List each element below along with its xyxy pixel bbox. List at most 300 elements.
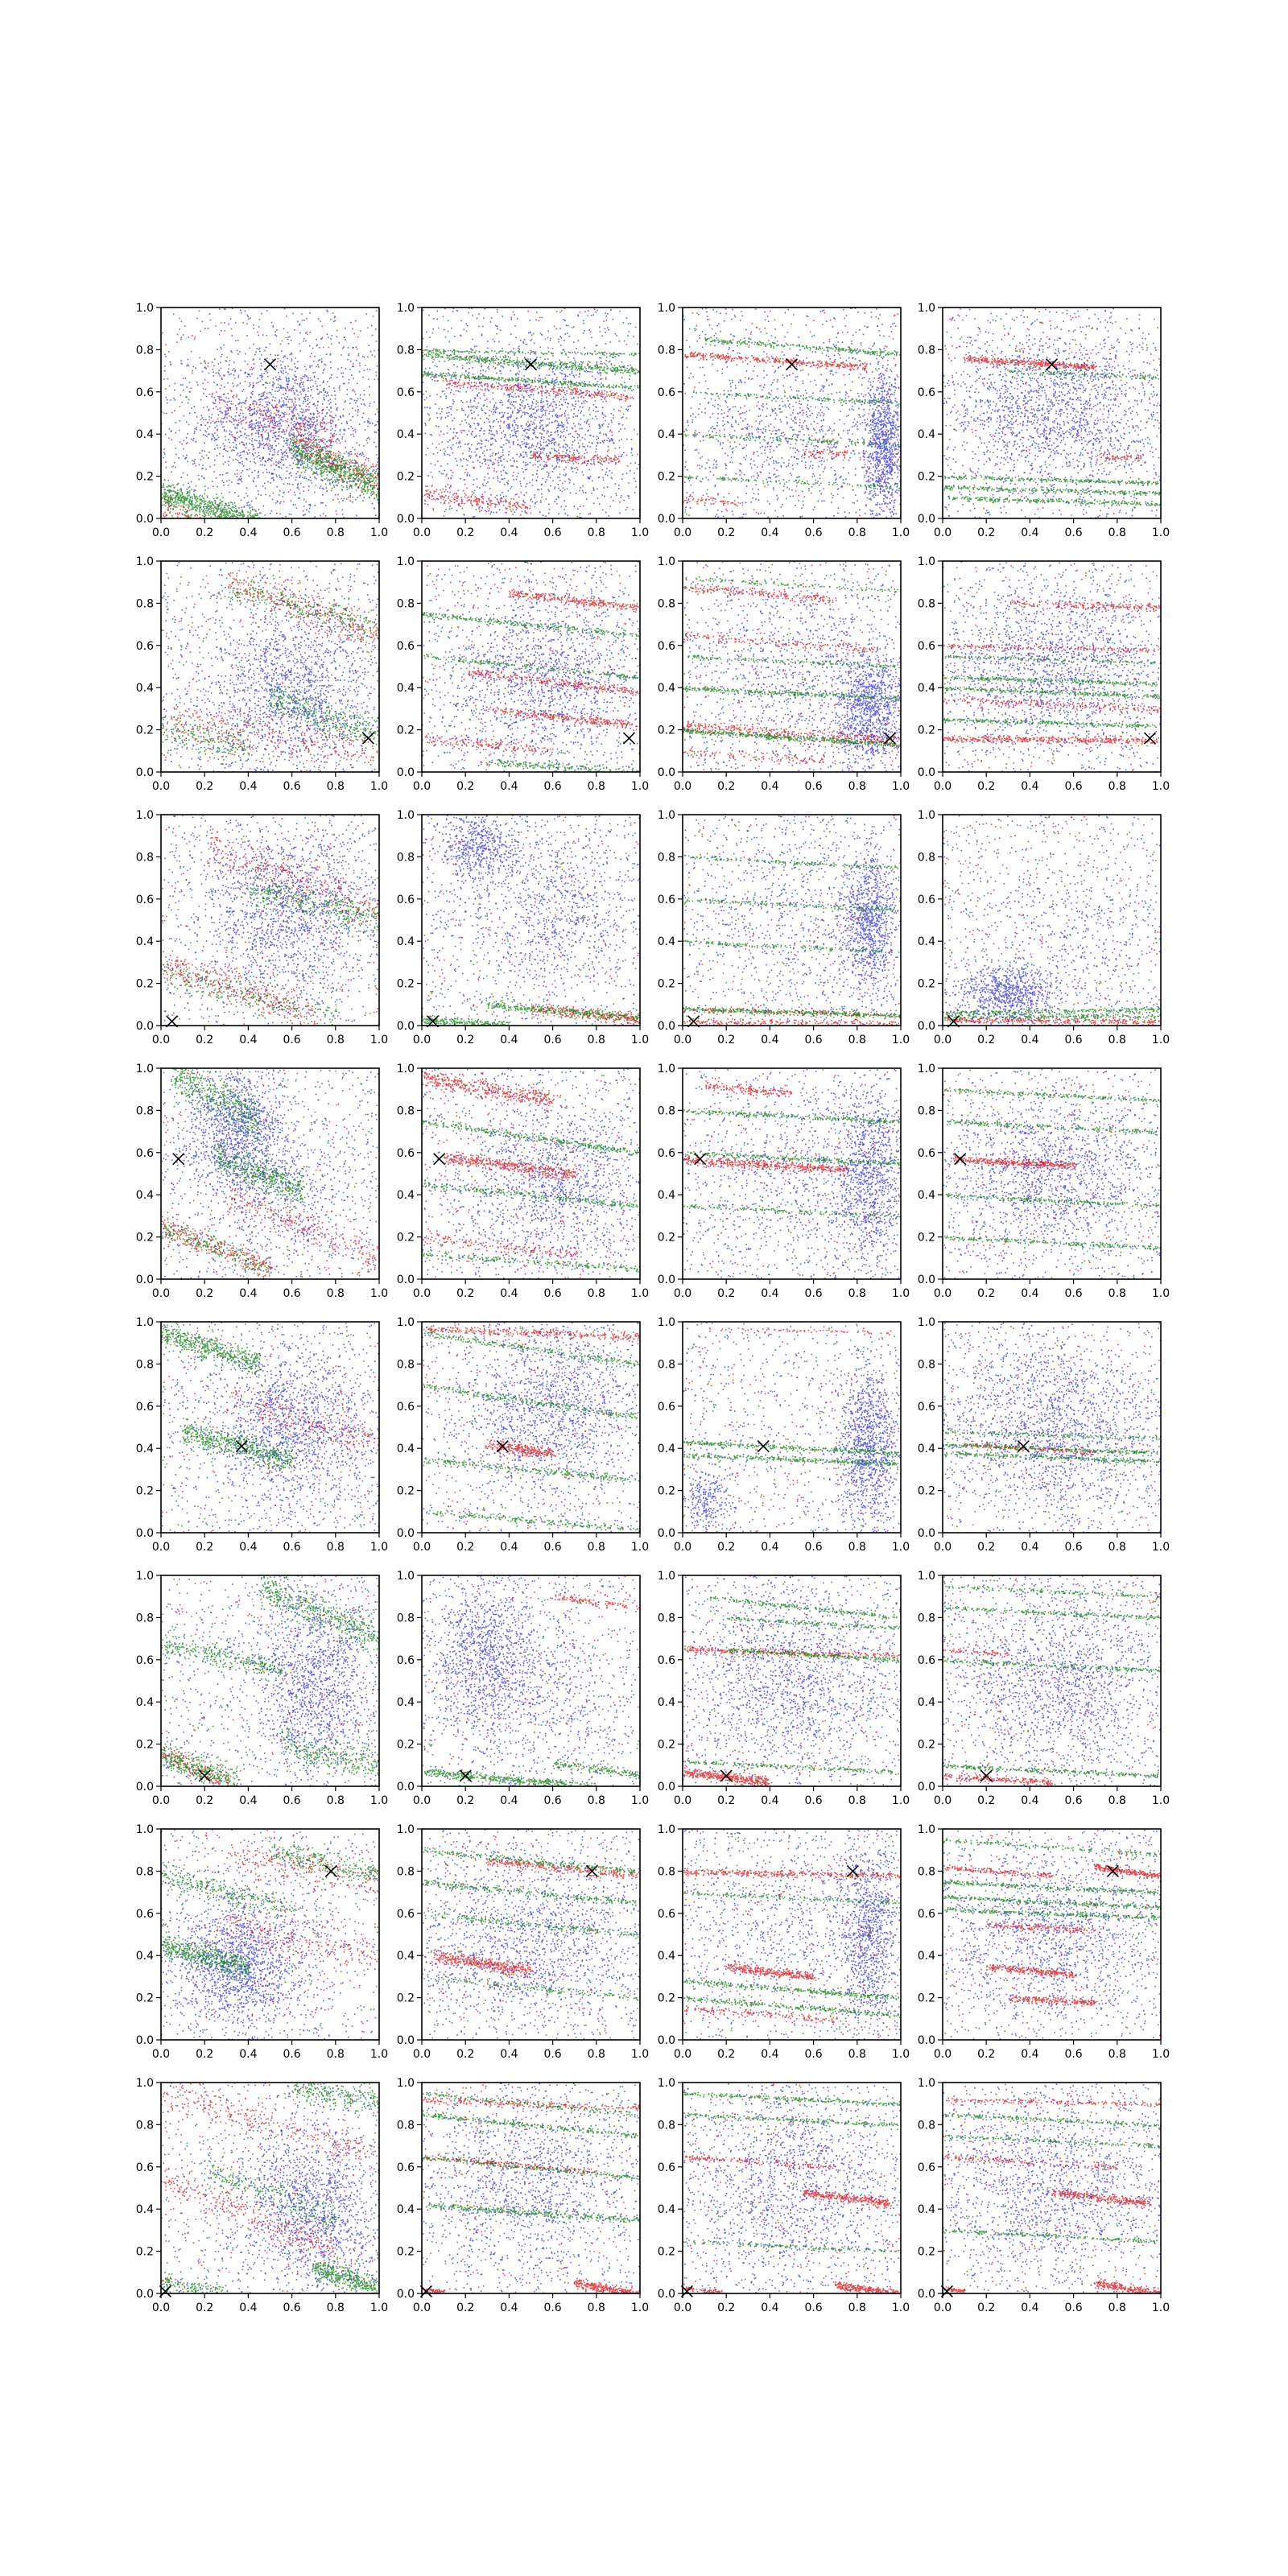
scatter-points bbox=[943, 1323, 1162, 1534]
y-tick-label: 0.4 bbox=[396, 1950, 415, 1963]
y-tick-label: 0.8 bbox=[917, 1612, 935, 1625]
y-tick-label: 0.0 bbox=[135, 1781, 154, 1794]
y-tick-label: 1.0 bbox=[657, 555, 675, 568]
scatter-panel bbox=[397, 809, 649, 1046]
x-tick-label: 0.2 bbox=[717, 2301, 736, 2314]
y-tick-label: 0.2 bbox=[135, 977, 154, 991]
y-tick-label: 0.8 bbox=[657, 851, 675, 865]
green-series-points bbox=[422, 2083, 641, 2294]
y-tick-label: 0.8 bbox=[396, 2119, 415, 2132]
x-tick-label: 0.0 bbox=[673, 2048, 692, 2061]
x-tick-label: 0.2 bbox=[196, 1794, 214, 1807]
x-tick-label: 0.0 bbox=[151, 1541, 171, 1554]
red-series-points bbox=[422, 1071, 640, 1279]
axes-frame bbox=[422, 1068, 640, 1279]
y-tick-label: 0.8 bbox=[135, 344, 154, 357]
x-tick-label: 0.0 bbox=[933, 1794, 952, 1807]
y-tick-label: 1.0 bbox=[657, 1570, 675, 1583]
x-tick-label: 0.8 bbox=[1108, 780, 1126, 793]
scatter-panel bbox=[918, 2077, 1170, 2314]
y-tick-label: 1.0 bbox=[135, 809, 154, 822]
x-tick-label: 1.0 bbox=[630, 1794, 650, 1807]
y-tick-label: 1.0 bbox=[396, 1570, 415, 1583]
y-tick-label: 0.6 bbox=[657, 893, 675, 906]
scatter-panel bbox=[136, 2077, 388, 2314]
blue-series-points bbox=[422, 1829, 641, 2041]
blue-series-points bbox=[683, 815, 902, 1027]
x-tick-label: 0.8 bbox=[326, 780, 345, 793]
x-tick-label: 0.4 bbox=[1021, 2301, 1039, 2314]
scatter-points bbox=[162, 815, 381, 1026]
x-tick-label: 1.0 bbox=[891, 1034, 910, 1046]
y-tick-label: 0.2 bbox=[657, 1231, 675, 1245]
blue-series-points bbox=[683, 1575, 902, 1787]
y-tick-label: 0.8 bbox=[396, 1104, 415, 1118]
x-tick-label: 0.8 bbox=[1108, 2301, 1126, 2314]
x-tick-label: 0.2 bbox=[977, 1541, 996, 1554]
scatter-points bbox=[943, 2083, 1162, 2294]
x-tick-label: 0.4 bbox=[500, 1794, 518, 1807]
x-marker bbox=[434, 1154, 445, 1165]
scatter-points bbox=[161, 1575, 380, 1788]
x-tick-label: 0.4 bbox=[1021, 1287, 1039, 1300]
y-tick-label: 0.0 bbox=[917, 1781, 935, 1794]
y-tick-label: 1.0 bbox=[396, 2077, 415, 2090]
x-tick-label: 0.8 bbox=[587, 2301, 605, 2314]
y-tick-label: 0.8 bbox=[657, 344, 675, 357]
x-tick-label: 0.6 bbox=[804, 526, 823, 539]
red-series-points bbox=[161, 1830, 380, 2041]
y-tick-label: 0.6 bbox=[657, 639, 675, 653]
x-tick-label: 0.6 bbox=[1064, 1034, 1083, 1046]
y-tick-label: 0.0 bbox=[396, 1020, 415, 1033]
x-tick-label: 0.6 bbox=[804, 1287, 823, 1300]
y-tick-label: 1.0 bbox=[396, 1823, 415, 1836]
x-tick-label: 0.2 bbox=[977, 526, 996, 539]
green-series-points bbox=[943, 2083, 1162, 2294]
blue-series-points bbox=[943, 1323, 1162, 1534]
y-tick-label: 0.2 bbox=[396, 470, 415, 484]
x-tick-label: 0.6 bbox=[543, 1794, 562, 1807]
x-tick-label: 1.0 bbox=[630, 1034, 650, 1046]
y-tick-label: 0.2 bbox=[917, 1738, 935, 1752]
y-tick-label: 0.0 bbox=[917, 2034, 935, 2047]
x-tick-label: 0.4 bbox=[761, 1794, 779, 1807]
x-tick-label: 0.4 bbox=[761, 526, 779, 539]
y-tick-label: 0.6 bbox=[396, 1653, 415, 1667]
x-tick-label: 0.4 bbox=[1021, 1794, 1039, 1807]
scatter-points bbox=[422, 1068, 642, 1281]
scatter-points bbox=[423, 1575, 642, 1788]
scatter-panel bbox=[918, 1823, 1170, 2061]
x-tick-label: 0.4 bbox=[239, 2048, 258, 2061]
y-tick-label: 0.2 bbox=[396, 2245, 415, 2259]
x-tick-label: 0.6 bbox=[543, 780, 562, 793]
y-tick-label: 0.0 bbox=[917, 1527, 935, 1540]
y-tick-label: 1.0 bbox=[657, 302, 675, 315]
green-series-points bbox=[423, 1576, 641, 1788]
scatter-points bbox=[683, 1069, 902, 1280]
y-tick-label: 0.2 bbox=[917, 977, 935, 991]
red-series-points bbox=[161, 1576, 380, 1788]
scatter-panel bbox=[658, 2077, 910, 2314]
x-tick-label: 0.2 bbox=[977, 1034, 996, 1046]
y-tick-label: 0.8 bbox=[917, 344, 935, 357]
x-tick-label: 0.8 bbox=[326, 526, 345, 539]
x-tick-label: 0.6 bbox=[543, 2048, 562, 2061]
y-tick-label: 0.2 bbox=[657, 1992, 675, 2005]
y-tick-label: 0.8 bbox=[657, 597, 675, 611]
x-tick-label: 1.0 bbox=[630, 1541, 650, 1554]
x-marker bbox=[623, 733, 634, 744]
scatter-panel bbox=[658, 302, 910, 539]
x-tick-label: 0.6 bbox=[283, 1034, 301, 1046]
y-tick-label: 1.0 bbox=[917, 302, 935, 315]
x-tick-label: 0.4 bbox=[500, 1034, 518, 1046]
blue-series-points bbox=[422, 1068, 641, 1281]
x-tick-label: 0.2 bbox=[456, 780, 475, 793]
y-tick-label: 0.8 bbox=[917, 597, 935, 611]
y-tick-label: 0.0 bbox=[657, 1274, 675, 1286]
x-tick-label: 1.0 bbox=[891, 2301, 910, 2314]
scatter-points bbox=[161, 1068, 380, 1281]
x-tick-label: 0.4 bbox=[1021, 2048, 1039, 2061]
x-tick-label: 0.4 bbox=[239, 2301, 258, 2314]
x-tick-label: 0.8 bbox=[848, 1287, 866, 1300]
green-series-points bbox=[683, 815, 902, 1026]
scatter-points bbox=[161, 1829, 380, 2041]
scatter-panel bbox=[136, 1823, 388, 2061]
x-tick-label: 0.2 bbox=[196, 2301, 214, 2314]
x-tick-label: 0.4 bbox=[500, 2301, 518, 2314]
x-tick-label: 0.2 bbox=[196, 1541, 214, 1554]
x-tick-label: 0.0 bbox=[412, 1034, 431, 1046]
x-tick-label: 0.8 bbox=[1108, 1287, 1126, 1300]
y-tick-label: 0.8 bbox=[135, 1612, 154, 1625]
y-tick-label: 0.8 bbox=[396, 344, 415, 357]
y-tick-label: 0.6 bbox=[917, 1907, 935, 1921]
scatter-points bbox=[683, 1322, 902, 1534]
y-tick-label: 1.0 bbox=[657, 809, 675, 822]
y-tick-label: 0.8 bbox=[135, 1104, 154, 1118]
y-tick-label: 1.0 bbox=[657, 1823, 675, 1836]
y-tick-label: 0.6 bbox=[917, 2161, 935, 2174]
x-tick-label: 0.8 bbox=[326, 1541, 345, 1554]
x-tick-label: 0.4 bbox=[239, 1287, 258, 1300]
y-tick-label: 0.2 bbox=[396, 977, 415, 991]
blue-series-points bbox=[423, 308, 642, 520]
y-tick-label: 0.6 bbox=[135, 893, 154, 906]
x-tick-label: 1.0 bbox=[369, 2301, 389, 2314]
x-tick-label: 0.2 bbox=[456, 2301, 475, 2314]
y-tick-label: 0.8 bbox=[396, 1612, 415, 1625]
x-tick-label: 0.0 bbox=[933, 526, 952, 539]
blue-series-points bbox=[683, 2083, 902, 2293]
y-tick-label: 0.2 bbox=[917, 1484, 935, 1498]
y-tick-label: 1.0 bbox=[135, 1316, 154, 1329]
y-tick-label: 0.2 bbox=[917, 1992, 935, 2005]
green-series-points bbox=[943, 1323, 1162, 1531]
y-tick-label: 0.0 bbox=[917, 1274, 935, 1286]
x-tick-label: 0.0 bbox=[933, 1287, 952, 1300]
y-tick-label: 0.4 bbox=[135, 1189, 154, 1203]
scatter-points bbox=[943, 308, 1162, 519]
y-tick-label: 0.8 bbox=[917, 2119, 935, 2132]
x-tick-label: 0.6 bbox=[1064, 1287, 1083, 1300]
green-series-points bbox=[162, 2083, 380, 2294]
y-tick-label: 0.0 bbox=[657, 766, 675, 779]
blue-series-points bbox=[423, 1575, 642, 1787]
x-tick-label: 0.4 bbox=[239, 526, 258, 539]
x-tick-label: 1.0 bbox=[630, 780, 650, 793]
y-tick-label: 0.0 bbox=[396, 1527, 415, 1540]
y-tick-label: 0.8 bbox=[657, 2119, 675, 2132]
scatter-points bbox=[683, 1575, 902, 1787]
y-tick-label: 0.4 bbox=[917, 1696, 935, 1710]
x-tick-label: 0.8 bbox=[587, 1794, 605, 1807]
y-tick-label: 0.6 bbox=[917, 1400, 935, 1414]
x-tick-label: 0.2 bbox=[977, 1287, 996, 1300]
y-tick-label: 0.2 bbox=[917, 1231, 935, 1245]
x-tick-label: 0.8 bbox=[587, 1541, 605, 1554]
y-tick-label: 0.0 bbox=[135, 1527, 154, 1540]
x-tick-label: 0.8 bbox=[848, 2301, 866, 2314]
x-tick-label: 1.0 bbox=[1151, 1794, 1170, 1807]
x-tick-label: 1.0 bbox=[891, 780, 910, 793]
x-tick-label: 1.0 bbox=[891, 2048, 910, 2061]
scatter-points bbox=[422, 2083, 642, 2294]
scatter-panel bbox=[136, 1570, 388, 1807]
y-tick-label: 0.0 bbox=[657, 513, 675, 526]
y-tick-label: 0.0 bbox=[917, 766, 935, 779]
x-tick-label: 1.0 bbox=[1151, 780, 1170, 793]
x-tick-label: 0.8 bbox=[1108, 526, 1126, 539]
green-series-points bbox=[943, 1830, 1162, 2037]
y-tick-label: 0.4 bbox=[917, 1443, 935, 1456]
x-tick-label: 0.2 bbox=[456, 526, 475, 539]
x-tick-label: 0.4 bbox=[761, 2048, 779, 2061]
red-series-points bbox=[161, 2083, 379, 2294]
x-tick-label: 0.4 bbox=[500, 526, 518, 539]
y-tick-label: 0.6 bbox=[135, 639, 154, 653]
y-tick-label: 0.6 bbox=[917, 1653, 935, 1667]
y-tick-label: 1.0 bbox=[917, 809, 935, 822]
x-tick-label: 0.0 bbox=[151, 526, 171, 539]
x-tick-label: 1.0 bbox=[369, 526, 389, 539]
x-tick-label: 0.2 bbox=[456, 1541, 475, 1554]
x-tick-label: 0.6 bbox=[804, 2301, 823, 2314]
x-tick-label: 1.0 bbox=[1151, 526, 1170, 539]
y-tick-label: 0.4 bbox=[396, 1443, 415, 1456]
y-tick-label: 0.4 bbox=[657, 428, 675, 442]
red-series-points bbox=[943, 1070, 1161, 1280]
x-tick-label: 0.4 bbox=[239, 1034, 258, 1046]
y-tick-label: 0.6 bbox=[657, 386, 675, 399]
x-tick-label: 0.6 bbox=[283, 526, 301, 539]
x-tick-label: 0.8 bbox=[1108, 1034, 1126, 1046]
y-tick-label: 0.4 bbox=[917, 428, 935, 442]
scatter-points bbox=[422, 815, 641, 1027]
y-tick-label: 0.0 bbox=[657, 2288, 675, 2301]
blue-series-points bbox=[422, 2083, 641, 2293]
y-tick-label: 0.0 bbox=[396, 766, 415, 779]
y-tick-label: 0.8 bbox=[396, 1865, 415, 1879]
x-tick-label: 0.4 bbox=[761, 780, 779, 793]
x-tick-label: 1.0 bbox=[1151, 1541, 1170, 1554]
x-tick-label: 0.6 bbox=[1064, 2048, 1083, 2061]
x-tick-label: 0.6 bbox=[804, 1794, 823, 1807]
x-tick-label: 0.4 bbox=[239, 780, 258, 793]
x-tick-label: 1.0 bbox=[369, 1034, 389, 1046]
y-tick-label: 0.0 bbox=[135, 1020, 154, 1033]
y-tick-label: 0.2 bbox=[657, 724, 675, 737]
y-tick-label: 0.8 bbox=[917, 1104, 935, 1118]
x-tick-label: 0.6 bbox=[804, 1541, 823, 1554]
scatter-panel bbox=[397, 1316, 649, 1554]
y-tick-label: 1.0 bbox=[135, 1063, 154, 1075]
scatter-panel bbox=[136, 1316, 388, 1554]
y-tick-label: 0.8 bbox=[135, 1358, 154, 1372]
scatter-points bbox=[422, 561, 642, 773]
y-tick-label: 0.8 bbox=[657, 1612, 675, 1625]
scatter-panel bbox=[918, 1316, 1170, 1554]
green-series-points bbox=[422, 308, 641, 514]
y-tick-label: 0.0 bbox=[135, 1274, 154, 1286]
y-tick-label: 1.0 bbox=[135, 2077, 154, 2090]
y-tick-label: 0.8 bbox=[657, 1865, 675, 1879]
red-series-points bbox=[424, 308, 641, 520]
x-tick-label: 0.2 bbox=[977, 2301, 996, 2314]
y-tick-label: 0.8 bbox=[135, 597, 154, 611]
green-series-points bbox=[943, 312, 1162, 518]
y-tick-label: 1.0 bbox=[135, 1823, 154, 1836]
y-tick-label: 0.2 bbox=[135, 1484, 154, 1498]
x-tick-label: 0.2 bbox=[977, 1794, 996, 1807]
y-tick-label: 1.0 bbox=[135, 302, 154, 315]
scatter-panel bbox=[918, 302, 1170, 539]
x-tick-label: 0.0 bbox=[412, 1541, 431, 1554]
scatter-points bbox=[683, 1829, 902, 2041]
x-tick-label: 0.8 bbox=[326, 2301, 345, 2314]
scatter-points bbox=[683, 2083, 902, 2295]
x-tick-label: 1.0 bbox=[891, 1287, 910, 1300]
x-tick-label: 0.4 bbox=[761, 1541, 779, 1554]
y-tick-label: 0.0 bbox=[396, 1274, 415, 1286]
y-tick-label: 0.8 bbox=[396, 597, 415, 611]
y-tick-label: 0.8 bbox=[135, 851, 154, 865]
y-tick-label: 0.2 bbox=[396, 1992, 415, 2005]
y-tick-label: 0.6 bbox=[657, 2161, 675, 2174]
x-tick-label: 0.6 bbox=[543, 526, 562, 539]
y-tick-label: 0.2 bbox=[917, 470, 935, 484]
x-tick-label: 0.2 bbox=[456, 1034, 475, 1046]
y-tick-label: 0.6 bbox=[396, 639, 415, 653]
x-tick-label: 0.0 bbox=[151, 1034, 171, 1046]
y-tick-label: 0.8 bbox=[657, 1358, 675, 1372]
y-tick-label: 0.6 bbox=[657, 1653, 675, 1667]
y-tick-label: 0.0 bbox=[917, 1020, 935, 1033]
x-tick-label: 1.0 bbox=[1151, 1034, 1170, 1046]
axes-frame bbox=[422, 1322, 640, 1533]
x-tick-label: 0.6 bbox=[1064, 526, 1083, 539]
scatter-panel bbox=[658, 809, 910, 1046]
y-tick-label: 0.0 bbox=[396, 2288, 415, 2301]
x-tick-label: 0.4 bbox=[1021, 1541, 1039, 1554]
y-tick-label: 0.4 bbox=[135, 428, 154, 442]
x-tick-label: 1.0 bbox=[630, 1287, 650, 1300]
y-tick-label: 0.8 bbox=[135, 1865, 154, 1879]
y-tick-label: 0.6 bbox=[135, 1146, 154, 1160]
y-tick-label: 0.4 bbox=[657, 1443, 675, 1456]
x-tick-label: 0.8 bbox=[848, 526, 866, 539]
y-tick-label: 0.0 bbox=[135, 2034, 154, 2047]
x-tick-label: 1.0 bbox=[1151, 2301, 1170, 2314]
x-tick-label: 0.6 bbox=[804, 2048, 823, 2061]
x-tick-label: 0.2 bbox=[717, 2048, 736, 2061]
y-tick-label: 0.4 bbox=[657, 2203, 675, 2217]
x-tick-label: 0.6 bbox=[1064, 1541, 1083, 1554]
y-tick-label: 1.0 bbox=[917, 1063, 935, 1075]
y-tick-label: 0.2 bbox=[917, 724, 935, 737]
scatter-panel bbox=[397, 1823, 649, 2061]
y-tick-label: 0.6 bbox=[135, 386, 154, 399]
x-tick-label: 0.6 bbox=[1064, 1794, 1083, 1807]
red-series-points bbox=[943, 563, 1162, 772]
blue-series-points bbox=[422, 1322, 641, 1534]
y-tick-label: 0.6 bbox=[396, 1907, 415, 1921]
green-series-points bbox=[161, 1576, 380, 1788]
scatter-panel bbox=[397, 1570, 649, 1807]
y-tick-label: 0.6 bbox=[396, 1146, 415, 1160]
x-tick-label: 0.4 bbox=[1021, 780, 1039, 793]
scatter-panel bbox=[136, 1063, 388, 1300]
x-tick-label: 0.8 bbox=[1108, 1794, 1126, 1807]
x-tick-label: 0.4 bbox=[1021, 1034, 1039, 1046]
green-series-points bbox=[423, 1829, 641, 2038]
y-tick-label: 0.4 bbox=[396, 1696, 415, 1710]
y-tick-label: 0.4 bbox=[657, 1950, 675, 1963]
y-tick-label: 0.0 bbox=[917, 2288, 935, 2301]
y-tick-label: 0.2 bbox=[135, 1738, 154, 1752]
x-tick-label: 0.8 bbox=[848, 1034, 866, 1046]
x-tick-label: 0.0 bbox=[673, 1034, 692, 1046]
y-tick-label: 0.4 bbox=[917, 2203, 935, 2217]
x-tick-label: 1.0 bbox=[891, 526, 910, 539]
scatter-panel bbox=[397, 555, 649, 793]
y-tick-label: 0.6 bbox=[135, 1907, 154, 1921]
y-tick-label: 0.0 bbox=[657, 1781, 675, 1794]
x-tick-label: 0.0 bbox=[412, 526, 431, 539]
blue-series-points bbox=[161, 1575, 380, 1788]
x-tick-label: 0.0 bbox=[151, 780, 171, 793]
x-tick-label: 0.4 bbox=[500, 1541, 518, 1554]
blue-series-points bbox=[943, 308, 1162, 519]
scatter-points bbox=[161, 2083, 381, 2294]
y-tick-label: 0.0 bbox=[657, 2034, 675, 2047]
y-tick-label: 0.4 bbox=[917, 1189, 935, 1203]
y-tick-label: 0.2 bbox=[135, 2245, 154, 2259]
y-tick-label: 0.2 bbox=[135, 470, 154, 484]
y-tick-label: 0.8 bbox=[657, 1104, 675, 1118]
red-series-points bbox=[427, 1576, 640, 1787]
x-tick-label: 0.0 bbox=[412, 1794, 431, 1807]
y-tick-label: 1.0 bbox=[135, 1570, 154, 1583]
x-tick-label: 0.4 bbox=[500, 2048, 518, 2061]
y-tick-label: 0.4 bbox=[657, 935, 675, 949]
x-tick-label: 0.0 bbox=[412, 2301, 431, 2314]
y-tick-label: 0.8 bbox=[917, 1358, 935, 1372]
green-series-points bbox=[943, 1575, 1162, 1786]
